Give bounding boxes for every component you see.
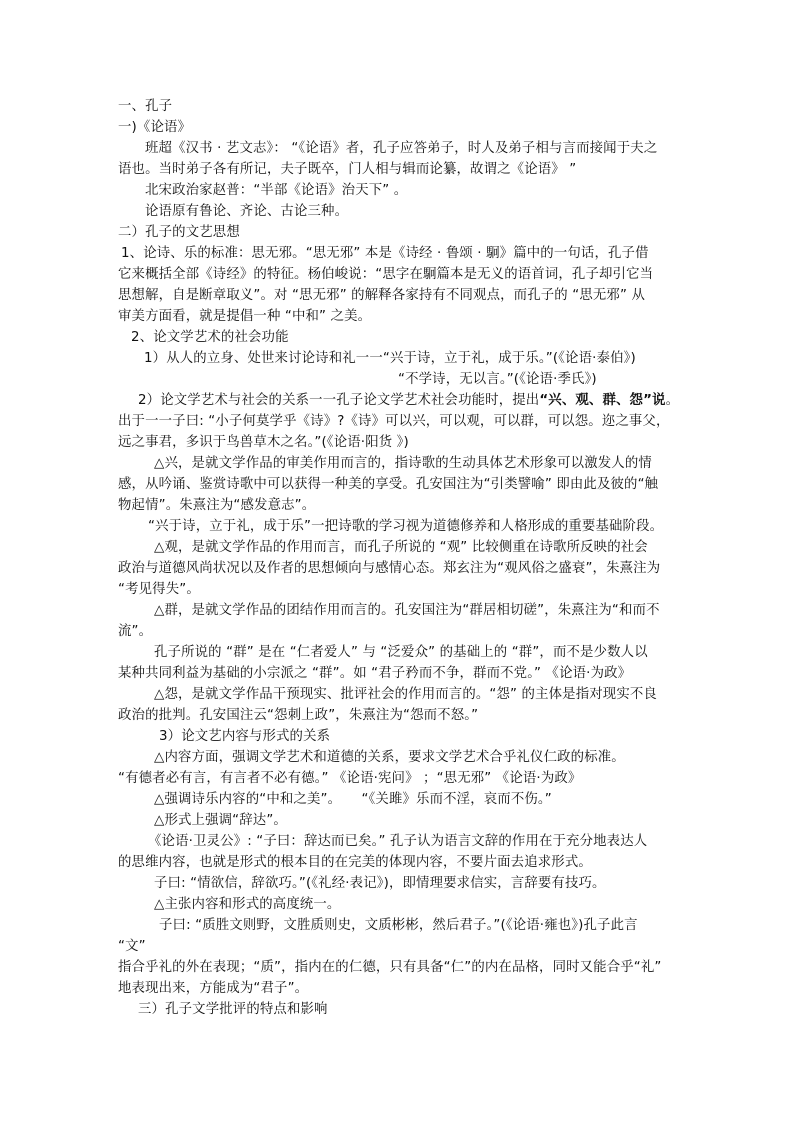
paragraph-line: 政治与道德风尚状况以及作者的思想倾向与感情心态。郑玄注为“观风俗之盛衰”，朱熹注为 — [118, 561, 661, 576]
paragraph-line: △主张内容和形式的高度统一。 — [154, 897, 341, 912]
paragraph-line: 某种共同利益为基础的小宗派之 “群”。如 “君子矜而不争，群而不党。” 《论语·为政》 — [118, 666, 632, 681]
paragraph-line: “有德者必有言，有言者不必有德。” 《论语·宪问》 ；“思无邪” 《论语·为政》 — [118, 771, 582, 786]
bold-term: “兴、观、群、怨”说 — [539, 393, 666, 408]
paragraph-line — [138, 391, 679, 411]
paragraph-line: 感，从吟诵、鉴赏诗歌中可以获得一种美的享受。孔安国注为“引类譬喻” 即由此及彼的“触 — [118, 477, 659, 492]
paragraph-line: 子曰: “情欲信，辞欲巧。”(《礼经·表记》)，即情理要求信实，言辞要有技巧。 — [154, 876, 606, 891]
paragraph-line: △强调诗乐内容的“中和之美”。 “《关雎》乐而不淫，哀而不伤。” — [154, 792, 552, 807]
line-text: 2）论文学艺术与社会的关系一一孔子论文学艺术社会功能时，提出 — [138, 393, 540, 408]
paragraph-line: 政治的批判。孔安国注云“怨刺上政”，朱熹注为“怨而不怒。” — [118, 708, 479, 723]
paragraph-line: 班超《汉书 · 艺文志》： “《论语》者，孔子应答弟子，时人及弟子相与言而接闻于夫之 — [145, 141, 658, 156]
paragraph-line: 语也。当时弟子各有所记，夫子既卒，门人相与辑而论纂，故谓之《论语》 ” — [118, 162, 577, 177]
paragraph-line: △怨，是就文学作品干预现实、批评社会的作用而言的。“怨” 的主体是指对现实不良 — [154, 687, 657, 702]
section-heading: 一、孔子 — [118, 99, 173, 114]
paragraph-line: 的思维内容，也就是形式的根本目的在完美的体现内容，不要片面去追求形式。 — [118, 855, 592, 870]
paragraph-line: 孔子所说的 “群” 是在 “仁者爱人” 与 “泛爱众” 的基础上的 “群”，而不是少数人以 — [154, 645, 648, 660]
paragraph-line: 指合乎礼的外在表现；“质”，指内在的仁德，只有具备“仁”的内在品格，同时又能合乎“礼” — [118, 960, 662, 975]
paragraph-line: 流”。 — [118, 624, 153, 639]
subsection-heading: 2、论文学艺术的社会功能 — [131, 330, 289, 345]
paragraph-line: 1、论诗、乐的标准：思无邪。“思无邪” 本是《诗经 · 鲁颂 · 駉》篇中的一句话，孔子借 — [121, 246, 649, 261]
paragraph-line: “考见得失”。 — [118, 582, 200, 597]
subsection-heading: 3）论文艺内容与形式的关系 — [159, 729, 331, 744]
paragraph-line: 1）从人的立身、处世来讨论诗和礼一一“兴于诗，立于礼，成于乐。”(《论语·泰伯》) — [144, 351, 636, 366]
paragraph-line: △形式上强调“辞达”。 — [154, 813, 287, 828]
paragraph-line: △内容方面，强调文学艺术和道德的关系，要求文学艺术合乎礼仪仁政的标准。 — [154, 750, 625, 765]
subsection-heading: 二）孔子的文艺思想 — [118, 225, 240, 240]
line-text: 。 — [665, 393, 680, 408]
paragraph-line: △群，是就文学作品的团结作用而言的。孔安国注为“群居相切磋”，朱熹注为“和而不 — [154, 603, 660, 618]
paragraph-line: 它来概括全部《诗经》的特征。杨伯峻说：“思字在駉篇本是无义的语首词，孔子却引它当 — [118, 267, 654, 282]
paragraph-line: “兴于诗，立于礼，成于乐”一把诗歌的学习视为道德修养和人格形成的重要基础阶段。 — [148, 519, 664, 534]
paragraph-line: 地表现出来，方能成为“君子”。 — [118, 981, 309, 996]
paragraph-line: “不学诗，无以言。”(《论语·季氏》) — [398, 372, 597, 387]
paragraph-line: 物起情”。朱熹注为“感发意志”。 — [118, 498, 316, 513]
paragraph-line: △观，是就文学作品的作用而言，而孔子所说的 “观” 比较侧重在诗歌所反映的社会 — [154, 540, 648, 555]
paragraph-line: 论语原有鲁论、齐论、古论三种。 — [145, 204, 349, 219]
paragraph-line: 思想解，自是断章取义”。对 “思无邪” 的解释各家持有不同观点，而孔子的 “思无邪” 从 — [118, 288, 645, 303]
paragraph-line: 审美方面看，就是提倡一种 “中和” 之美。 — [118, 309, 372, 324]
paragraph-line: 子曰: “质胜文则野，文胜质则史，文质彬彬，然后君子。”(《论语·雍也》)孔子此言 — [159, 918, 638, 933]
paragraph-line: 《论语·卫灵公》: “子曰：辞达而已矣。” 孔子认为语言文辞的作用在于充分地表达人 — [148, 834, 648, 849]
paragraph-line: “文” — [118, 939, 146, 954]
subsection-heading: 一)《论语》 — [118, 120, 192, 135]
subsection-heading: 三）孔子文学批评的特点和影响 — [138, 1002, 328, 1017]
paragraph-line: 北宋政治家赵普：“半部《论语》治天下” 。 — [145, 183, 408, 198]
paragraph-line: 远之事君，多识于鸟兽草木之名。”(《论语·阳货 》) — [118, 435, 409, 450]
paragraph-line: 出于一一子曰: “小子何莫学乎《诗》?《诗》可以兴，可以观，可以群，可以怨。迩之事父， — [118, 414, 670, 429]
paragraph-line: △兴，是就文学作品的审美作用而言的，指诗歌的生动具体艺术形象可以激发人的情 — [154, 456, 652, 471]
